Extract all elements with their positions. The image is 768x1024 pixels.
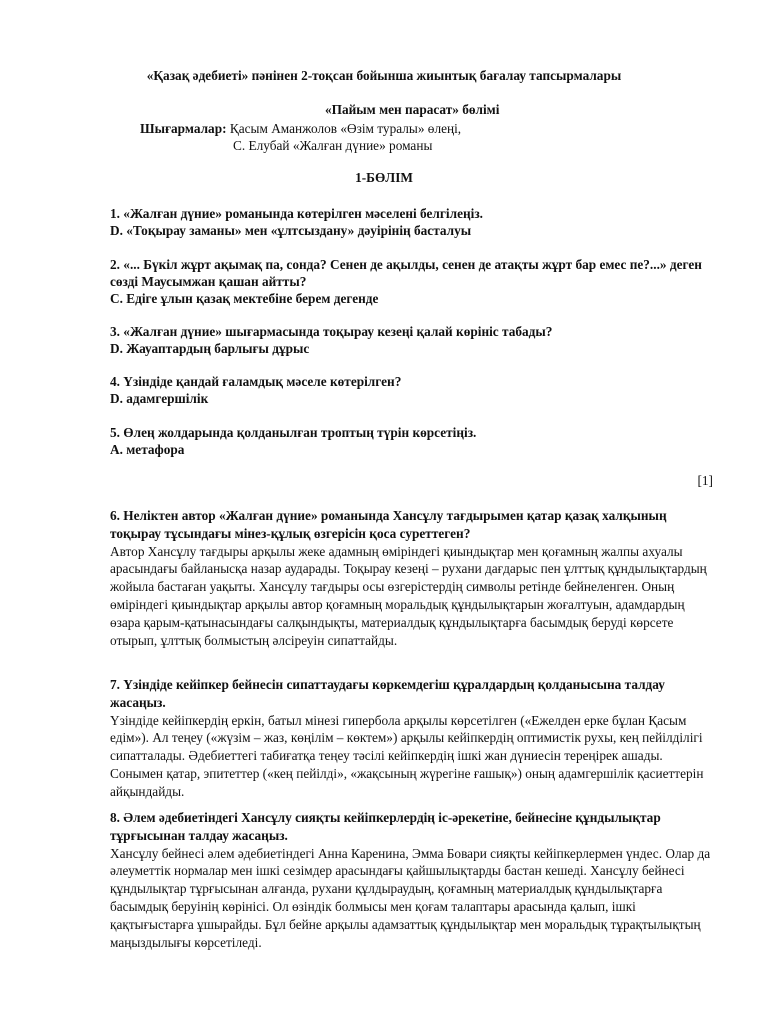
document-title: «Қазақ әдебиеті» пәнінен 2-тоқсан бойынша жиынтық бағалау тапсырмалары [146,68,622,83]
question-7 [110,676,715,801]
answer-text: Үзіндіде кейіпкердің еркін, батыл мінезі гипербола арқылы көрсетілген («Ежелден ерке бұлан Қасым едім»). Ал теңеу («жүзім – жаз, көңілім – көктем») арқылы кейіпкердің оптимистік рухы, кең пейілділігі сипатталады. Әдебиеттегі табиғатқа теңеу тәсілі кейіпкердің ішкі жан дүниесін тереңірек ашады. Сонымен қатар, эпитеттер («кең пейілді», «жақсының жүрегіне ғашық») оның адамгершілік қасиеттерін айқындайды. [110,712,704,799]
question-answer: D. адамгершілік [110,391,209,406]
question-2 [110,256,718,307]
answer-text: Автор Хансұлу тағдыры арқылы жеке адамның өміріндегі қиындықтар мен қоғамның жалпы ахуалы арасындағы байланысқа назар аударады. Тоқырау кезеңі – рухани дағдарыс пен ұлттық құндылықтардың жойыла бастаған уақыты. Хансұлу тағдыры осы өзгерістердің символы ретінде бейнеленген. Оның өміріндегі қиындықтар арқылы автор қоғамның моральдық құндылықтарын жоғалтуын, адамдардың өзара қарым-қатынасындағы салқындықты, материалдық құндылықтарға басымдық беруді көрсете отырып, ұлттық болмыстың әлсіреуін сипаттайды. [110,543,707,648]
question-6 [110,507,715,649]
question-text: 8. Әлем әдебиетіндегі Хансұлу сияқты кейіпкерлердің іс-әрекетіне, бейнесіне құндылықтар тұрғысынан талдау жасаңыз. [110,810,661,843]
question-text: 4. Үзіндіде қандай ғаламдық мәселе көтерілген? [110,374,402,389]
question-4 [110,373,718,407]
question-text: 7. Үзіндіде кейіпкер бейнесін сипаттаудағы көркемдегіш құралдардың қолданысына талдау жасаңыз. [110,677,665,710]
question-answer: C. Едіге ұлын қазақ мектебіне берем дегенде [110,291,379,306]
question-text: 6. Неліктен автор «Жалған дүние» романында Хансұлу тағдырымен қатар қазақ халқының тоқырау тұсындағы мінез-құлық өзгерісін қоса суреттеген? [110,508,667,541]
question-1 [110,205,718,239]
question-answer: D. Жауаптардың барлығы дұрыс [110,341,310,356]
question-text: 5. Өлең жолдарында қолданылған троптың түрін көрсетіңіз. [110,425,477,440]
question-text: 1. «Жалған дүние» романында көтерілген мәселені белгілеңіз. [110,206,484,221]
question-text: 3. «Жалған дүние» шығармасында тоқырау кезеңі қалай көрініс табады? [110,324,553,339]
works-block [140,120,461,154]
question-8 [110,809,715,951]
work-2: С. Елубай «Жалған дүние» романы [233,138,433,153]
work-1: Қасым Аманжолов «Өзім туралы» өлеңі, [226,121,462,136]
question-5 [110,424,718,458]
answer-text: Хансұлу бейнесі әлем әдебиетіндегі Анна Каренина, Эмма Бовари сияқты кейіпкерлермен үндес. Олар да әлеуметтік нормалар мен ішкі сезімдер арасындағы қайшылықтарды бастан кешеді. Хансұлу бейнесі құндылықтар тұрғысынан алғанда, рухани құлдыраудың, қоғамның материалдық құндылықтарға басымдық беруінің көрінісі. Ол өзіндік болмысы мен қоғам талаптары арасында қалып, ішкі қақтығыстарға ұшырайды. Бұл бейне арқылы адамзаттық құндылықтар мен моральдық тұрақтылықтың маңыздылығы көрсетіледі. [110,845,711,950]
section-title: «Пайым мен парасат» бөлімі [325,102,500,117]
question-text: 2. «... Бүкіл жұрт ақымақ па, сонда? Сенен де ақылды, сенен де атақты жұрт бар емес пе?...» деген сөзді Маусымжан қашан айтты? [110,257,702,289]
question-answer: D. «Тоқырау заманы» мен «ұлтсыздану» дәуірінің басталуы [110,223,472,238]
part-title: 1-БӨЛІМ [355,170,413,185]
works-label: Шығармалар: [140,121,227,136]
question-3 [110,323,718,357]
score-mark: [1] [697,473,713,488]
question-answer: A. метафора [110,442,185,457]
